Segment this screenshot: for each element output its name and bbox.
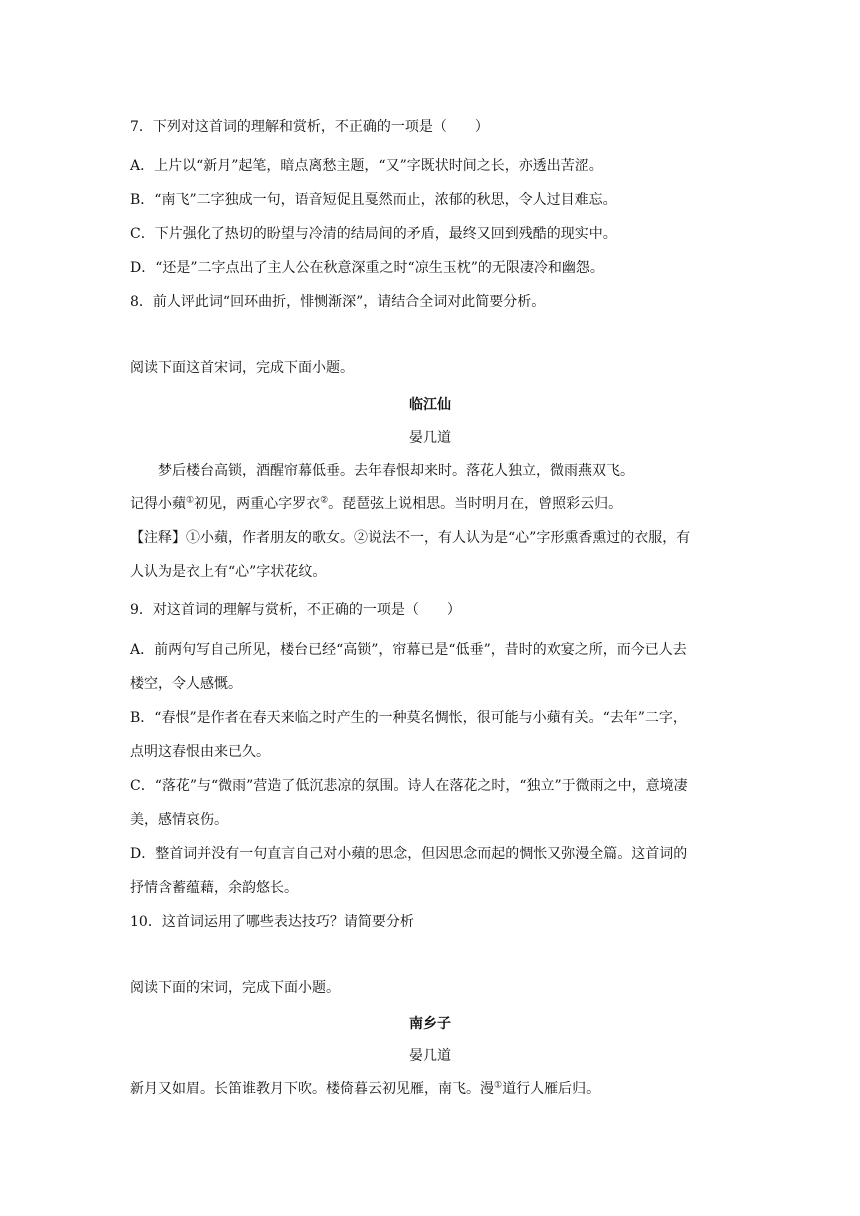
passage2-poem-line2 (130, 494, 622, 514)
passage3-author: 晏几道 (409, 1048, 451, 1064)
poem-line2-part-c: 。琵琶弦上说相思。当时明月在，曾照彩云归。 (328, 496, 623, 512)
q9-option-b-line1: B．“春恨”是作者在春天来临之时产生的一种莫名惆怅，很可能与小蘋有关。“去年”二字， (130, 710, 687, 726)
passage2-note-line1: 【注释】①小蘋，作者朋友的歌女。②说法不一，有人认为是“心”字形熏香熏过的衣服，有 (130, 530, 691, 546)
passage2-title: 临江仙 (409, 397, 451, 413)
q7-option-d: D．“还是”二字点出了主人公在秋意深重之时“凉生玉枕”的无限凄冷和幽怨。 (130, 260, 604, 276)
q7-option-a: A．上片以“新月”起笔，暗点离愁主题，“又”字既状时间之长，亦透出苦涩。 (130, 158, 603, 174)
q10-stem: 10．这首词运用了哪些表达技巧？请简要分析 (130, 914, 414, 930)
footnote-mark-1: ① (186, 495, 195, 506)
passage3-poem-line1 (130, 1079, 600, 1099)
passage3-intro: 阅读下面的宋词，完成下面小题。 (130, 980, 340, 996)
poem3-line1-part-b: 道行人雁后归。 (502, 1081, 601, 1097)
passage2-poem-line1: 梦后楼台高锁，酒醒帘幕低垂。去年春恨却来时。落花人独立，微雨燕双飞。 (158, 463, 634, 479)
q9-option-a-line2: 楼空，令人感慨。 (130, 676, 242, 692)
q7-option-c: C．下片强化了热切的盼望与冷清的结局间的矛盾，最终又回到残酷的现实中。 (130, 226, 617, 242)
q8-stem: 8．前人评此词“回环曲折，悱恻渐深”，请结合全词对此简要分析。 (130, 294, 546, 310)
poem-line2-part-a: 记得小蘋 (130, 496, 186, 512)
footnote-mark-2: ② (320, 495, 329, 506)
passage2-intro: 阅读下面这首宋词，完成下面小题。 (130, 360, 354, 376)
q9-option-c-line2: 美，感情哀伤。 (130, 812, 228, 828)
q7-option-b: B．“南飞”二字独成一句，语音短促且戛然而止，浓郁的秋思，令人过目难忘。 (130, 192, 617, 208)
q7-stem: 7．下列对这首词的理解和赏析，不正确的一项是（ ） (130, 119, 489, 135)
passage2-note-line2: 人认为是衣上有“心”字状花纹。 (130, 564, 327, 580)
poem3-line1-part-a: 新月又如眉。长笛谁教月下吹。楼倚暮云初见雁，南飞。漫 (130, 1081, 494, 1097)
passage3-title: 南乡子 (409, 1016, 451, 1032)
q9-option-d-line2: 抒情含蓄蕴藉，余韵悠长。 (130, 880, 298, 896)
passage2-author: 晏几道 (409, 430, 451, 446)
q9-option-a-line1: A．前两句写自己所见，楼台已经“高锁”，帘幕已是“低垂”，昔时的欢宴之所，而今已人去 (130, 642, 687, 658)
q9-stem: 9．对这首词的理解与赏析，不正确的一项是（ ） (130, 602, 461, 618)
footnote-mark-3: ① (494, 1080, 503, 1091)
poem-line2-part-b: 初见，两重心字罗衣 (194, 496, 321, 512)
q9-option-b-line2: 点明这春恨由来已久。 (130, 744, 270, 760)
q9-option-d-line1: D．整首词并没有一句直言自己对小蘋的思念，但因思念而起的惆怅又弥漫全篇。这首词的 (130, 846, 688, 862)
q9-option-c-line1: C．“落花”与“微雨”营造了低沉悲凉的氛围。诗人在落花之时，“独立”于微雨之中，意境凄 (130, 778, 688, 794)
